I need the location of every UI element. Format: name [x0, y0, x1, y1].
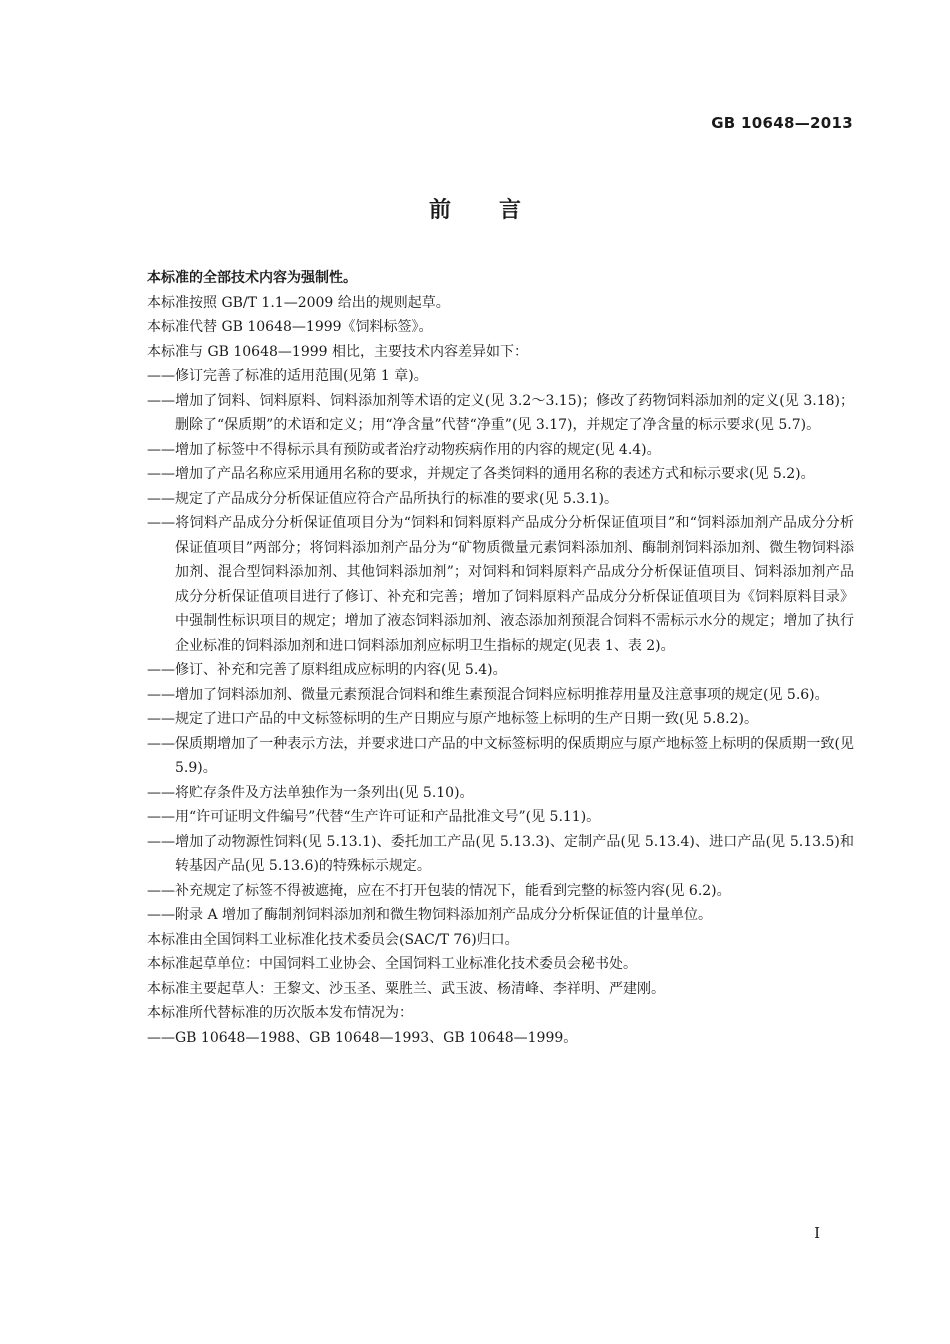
change-item: ——将饲料产品成分分析保证值项目分为“饲料和饲料原料产品成分分析保证值项目”和“饲料添加剂产品成分分析保证值项目”两部分；将饲料添加剂产品分为“矿物质微量元素饲料添加剂、酶制剂饲料添加剂、微生物饲料添加剂、混合型饲料添加剂、其他饲料添加剂”；对饲料和饲料原料产品成分分析保证值项目、饲料添加剂产品成分分析保证值项目进行了修订、补充和完善；增加了饲料原料产品成分分析保证值项目为《饲料原料目录》中强制性标识项目的规定；增加了液态饲料添加剂、液态添加剂预混合饲料不需标示水分的规定；增加了执行企业标准的饲料添加剂和进口饲料添加剂应标明卫生指标的规定(见表 1、表 2)。	[147, 515, 854, 654]
change-item: ——规定了产品成分分析保证值应符合产品所执行的标准的要求(见 5.3.1)。	[147, 490, 618, 507]
foreword-body	[147, 266, 854, 1050]
history-versions: ——GB 10648—1988、GB 10648—1993、GB 10648—1999。	[147, 1029, 578, 1046]
change-item: ——补充规定了标签不得被遮掩，应在不打开包装的情况下，能看到完整的标签内容(见 6.2)。	[147, 882, 731, 899]
change-item: ——规定了进口产品的中文标签标明的生产日期应与原产地标签上标明的生产日期一致(见 5.8.2)。	[147, 711, 758, 727]
change-item: ——增加了饲料添加剂、微量元素预混合饲料和维生素预混合饲料应标明推荐用量及注意事项的规定(见 5.6)。	[147, 686, 829, 703]
change-item: ——修订、补充和完善了原料组成应标明的内容(见 5.4)。	[147, 662, 507, 678]
page-title: 前言	[428, 198, 569, 223]
change-item: ——附录 A 增加了酶制剂饲料添加剂和微生物饲料添加剂产品成分分析保证值的计量单位。	[147, 907, 713, 923]
change-item: ——增加了标签中不得标示具有预防或者治疗动物疾病作用的内容的规定(见 4.4)。	[147, 441, 661, 458]
page-number: I	[814, 1224, 820, 1242]
mandatory-statement: 本标准的全部技术内容为强制性。	[147, 270, 357, 286]
responsible-committee: 本标准由全国饲料工业标准化技术委员会(SAC/T 76)归口。	[147, 931, 519, 948]
drafting-rules: 本标准按照 GB/T 1.1—2009 给出的规则起草。	[147, 294, 450, 311]
change-item: ——将贮存条件及方法单独作为一条列出(见 5.10)。	[147, 784, 474, 801]
change-item: ——增加了动物源性饲料(见 5.13.1)、委托加工产品(见 5.13.3)、定制产品(见 5.13.4)、进口产品(见 5.13.5)和转基因产品(见 5.13.6)的特殊标示规定。	[147, 833, 854, 874]
change-item: ——保质期增加了一种表示方法，并要求进口产品的中文标签标明的保质期应与原产地标签上标明的保质期一致(见 5.9)。	[147, 735, 854, 776]
changes-intro: 本标准与 GB 10648—1999 相比，主要技术内容差异如下：	[147, 343, 528, 360]
change-item: ——增加了饲料、饲料原料、饲料添加剂等术语的定义(见 3.2～3.15)；修改了药物饲料添加剂的定义(见 3.18)；删除了“保质期”的术语和定义；用“净含量”代替“净重”(见 3.17)，并规定了净含量的标示要求(见 5.7)。	[147, 392, 854, 433]
main-drafters: 本标准主要起草人：王黎文、沙玉圣、粟胜兰、武玉波、杨清峰、李祥明、严建刚。	[147, 980, 665, 997]
replaces-statement: 本标准代替 GB 10648—1999《饲料标签》。	[147, 319, 433, 335]
standard-number: GB 10648—2013	[711, 114, 853, 132]
change-item: ——用“许可证明文件编号”代替“生产许可证和产品批准文号”(见 5.11)。	[147, 809, 601, 825]
change-item: ——修订完善了标准的适用范围(见第 1 章)。	[147, 368, 428, 384]
history-intro: 本标准所代替标准的历次版本发布情况为：	[147, 1005, 413, 1021]
change-item: ——增加了产品名称应采用通用名称的要求，并规定了各类饲料的通用名称的表述方式和标示要求(见 5.2)。	[147, 466, 815, 482]
drafting-organizations: 本标准起草单位：中国饲料工业协会、全国饲料工业标准化技术委员会秘书处。	[147, 956, 637, 972]
